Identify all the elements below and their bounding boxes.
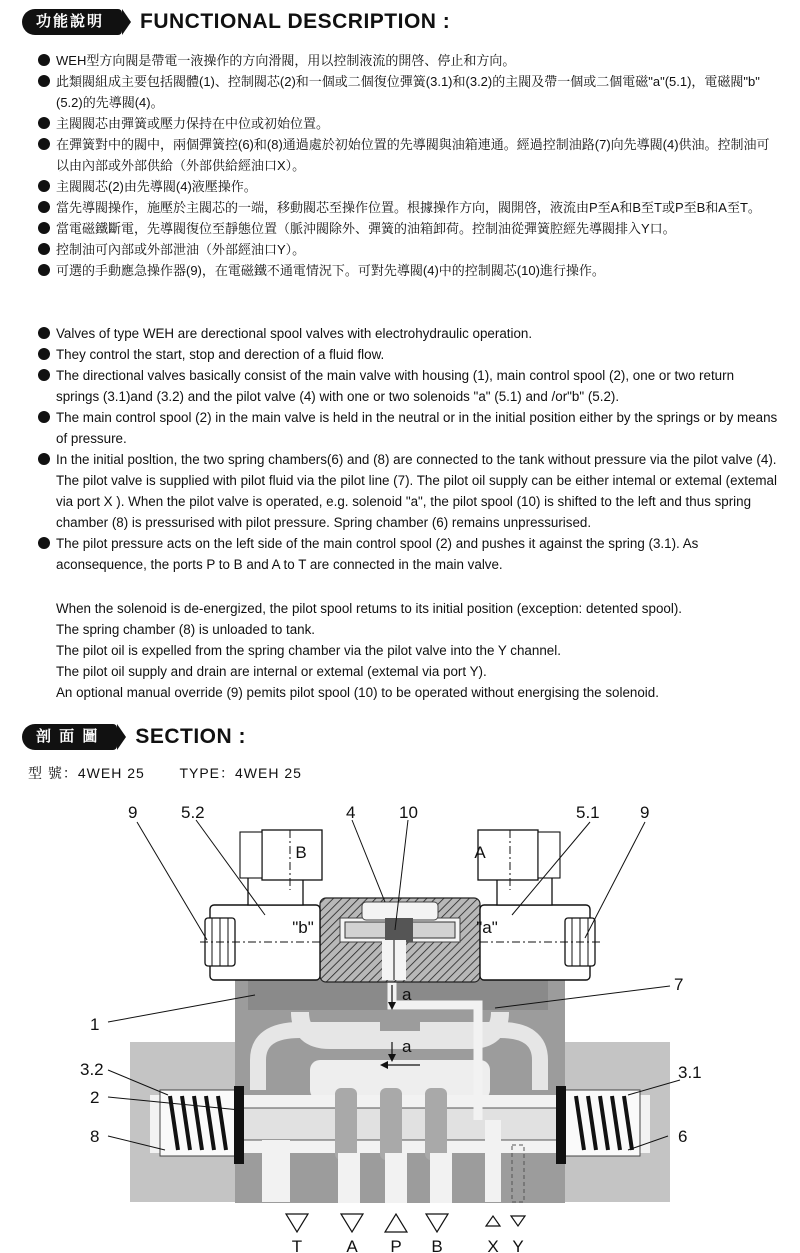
bullet-icon [38,453,50,465]
list-item: The pilot pressure acts on the left side of the main control spool (2) and pushes it against the spring (3.1). As aconsequence, the ports P to B and A to T are connected in the main valve. [38,533,778,575]
functional-title: FUNCTIONAL DESCRIPTION : [140,10,451,33]
port-p-arrow-icon [385,1214,407,1232]
section-badge: 剖 面 圖 [22,724,117,750]
bullet-icon [38,264,50,276]
tail-line: When the solenoid is de-energized, the pilot spool retums to its initial position (exception: detented spool). [56,601,682,616]
solenoid-a [474,830,600,980]
callout-2: 2 [90,1088,100,1107]
pilot-a-label: a [402,985,412,1004]
bullet-icon [38,201,50,213]
bullet-icon [38,537,50,549]
list-item: WEH型方向閥是帶電一液操作的方向滑閥，用以控制液流的開啓、停止和方向。 [38,50,778,71]
section-header [22,724,246,750]
tail-line: The spring chamber (8) is unloaded to tank. [56,622,316,637]
callout-9-right: 9 [640,803,650,822]
main-housing [130,978,670,1203]
tail-line: An optional manual override (9) pemits pilot spool (10) to be operated without energising the solenoid. [56,685,659,700]
list-item: 此類閥組成主要包括閥體(1)、控制閥芯(2)和一個或二個復位彈簧(3.1)和(3.2)的主閥及帶一個或二個電磁"a"(5.1)，電磁閥"b"(5.2)的先導閥(4)。 [38,71,778,113]
port-p-label: P [390,1237,402,1253]
port-b-label: B [431,1237,443,1253]
bullet-icon [38,243,50,255]
valve-section-diagram [0,790,800,1253]
list-item: 主閥閥芯由彈簧或壓力保持在中位或初始位置。 [38,113,778,134]
list-item: 當先導閥操作，施壓於主閥芯的一端，移動閥芯至操作位置。根據操作方向，閥開啓，液流由P至A和B至T或P至B和A至T。 [38,197,778,218]
bullet-icon [38,369,50,381]
pilot-valve [320,898,480,982]
callout-5-2: 5.2 [181,803,205,822]
bullet-icon [38,138,50,150]
solenoid-a-label: "a" [476,918,498,937]
solenoid-a-connector-letter: A [474,843,486,862]
list-item: The directional valves basically consist of the main valve with housing (1), main control spool (2), one or two return springs (3.1)and (3.2) and the pilot valve (4) with one or two solenoids "a" (5.1) and /or"b" (5.2). [38,365,778,407]
list-item: 當電磁鐵斷電，先導閥復位至靜態位置（脈沖閥除外、彈簧的油箱卸荷。控制油從彈簧腔經先導閥排入Y口。 [38,218,778,239]
bullet-icon [38,411,50,423]
zh-description-list [38,50,778,281]
list-item: 可選的手動應急操作器(9)，在電磁鐵不通電情況下。可對先導閥(4)中的控制閥芯(10)進行操作。 [38,260,778,281]
functional-header [22,9,450,35]
bullet-icon [38,117,50,129]
bullet-icon [38,222,50,234]
callout-6: 6 [678,1127,688,1146]
callout-8: 8 [90,1127,100,1146]
callout-4: 4 [346,803,356,822]
list-item: 在彈簧對中的閥中，兩個彈簧控(6)和(8)通過處於初始位置的先導閥與油箱連通。經過控制油路(7)向先導閥(4)供油。控制油可以由內部或外部供給（外部供給經油口X）。 [38,134,778,176]
port-x-label: X [487,1237,499,1253]
main-a-label: a [402,1037,412,1056]
functional-badge: 功能說明 [22,9,122,35]
callout-1: 1 [90,1015,100,1034]
port-a-label: A [346,1237,358,1253]
port-t-arrow-icon [286,1214,308,1232]
solenoid-b [200,830,322,980]
section-title: SECTION : [135,725,247,748]
callout-5-1: 5.1 [576,803,600,822]
port-symbols [286,1214,525,1232]
port-y-label: Y [512,1237,524,1253]
list-item: Valves of type WEH are derectional spool valves with electrohydraulic operation. [38,323,778,344]
list-item: 控制油可內部或外部泄油（外部經油口Y）。 [38,239,778,260]
port-a-arrow-icon [341,1214,363,1232]
en-description-list [38,323,778,575]
tail-line: The pilot oil is expelled from the spring chamber via the pilot valve into the Y channel. [56,643,561,658]
type-line [28,763,332,783]
bullet-icon [38,180,50,192]
callout-9-left: 9 [128,803,138,822]
list-item: In the initial posltion, the two spring chambers(6) and (8) are connected to the tank without pressure via the pilot valve (4). The pilot valve is supplied with pilot fluid via the pilot line (7). The pilot oil supply can be either intemal or extemal (extemal via port X ). When the pilot valve is operated, e.g. solenoid "a", the pilot spool (10) is shifted to the left and thus spring chamber (8) is pressurised with pilot pressure. Spring chamber (6) remains unpressurised. [38,449,778,533]
bullet-icon [38,327,50,339]
callout-7: 7 [674,975,684,994]
en-tail-paragraphs [56,598,682,703]
port-t-label: T [291,1237,303,1253]
type-zh: 型 號：4WEH 25 [28,765,145,781]
callout-3-2: 3.2 [80,1060,104,1079]
callout-10: 10 [399,803,418,822]
bullet-icon [38,348,50,360]
port-y-arrow-icon [511,1216,525,1226]
port-x-arrow-icon [486,1216,500,1226]
list-item: The main control spool (2) in the main valve is held in the neutral or in the initial position either by the springs or by means of pressure. [38,407,778,449]
callout-3-1: 3.1 [678,1063,702,1082]
solenoid-b-connector-letter: B [295,843,307,862]
port-b-arrow-icon [426,1214,448,1232]
solenoid-b-label: "b" [292,918,314,937]
bullet-icon [38,75,50,87]
tail-line: The pilot oil supply and drain are internal or extemal (extemal via port Y). [56,664,487,679]
bullet-icon [38,54,50,66]
list-item: 主閥閥芯(2)由先導閥(4)液壓操作。 [38,176,778,197]
type-en: TYPE：4WEH 25 [179,765,302,781]
list-item: They control the start, stop and derection of a fluid flow. [38,344,778,365]
